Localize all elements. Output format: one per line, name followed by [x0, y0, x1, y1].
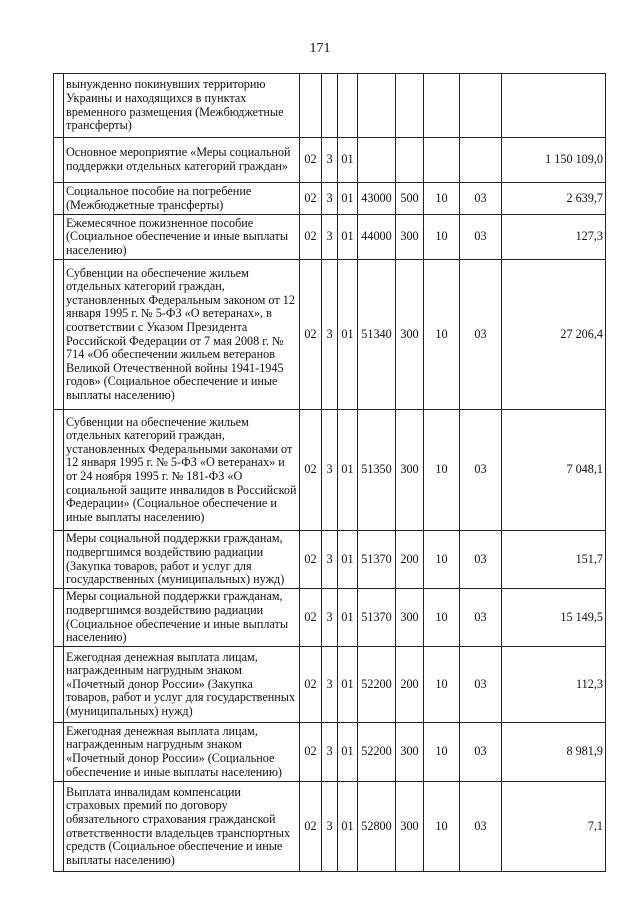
- code-cell: 300: [396, 215, 424, 260]
- code-cell: 03: [460, 589, 502, 647]
- code-cell: 3: [322, 138, 338, 183]
- table-row: [54, 782, 606, 872]
- code-cell: 44000: [358, 215, 396, 260]
- code-cell: 300: [396, 723, 424, 782]
- amount-cell: 112,3: [502, 647, 606, 723]
- code-cell: 03: [460, 183, 502, 215]
- amount-cell: 7 048,1: [502, 410, 606, 531]
- code-cell: 01: [338, 260, 358, 410]
- code-cell: [358, 138, 396, 183]
- code-cell: [396, 138, 424, 183]
- code-cell: 01: [338, 531, 358, 589]
- blank-cell: [54, 74, 64, 138]
- item-name: Ежемесячное пожизненное пособие (Социальное обеспечение и иные выплаты населению): [64, 215, 300, 260]
- code-cell: 01: [338, 589, 358, 647]
- blank-cell: [54, 410, 64, 531]
- table-row: [54, 74, 606, 138]
- blank-cell: [54, 260, 64, 410]
- blank-cell: [54, 589, 64, 647]
- item-name: Основное мероприятие «Меры социальной поддержки отдельных категорий граждан»: [64, 138, 300, 183]
- code-cell: 52200: [358, 723, 396, 782]
- code-cell: [322, 74, 338, 138]
- code-cell: 02: [300, 782, 322, 872]
- code-cell: 03: [460, 215, 502, 260]
- code-cell: 03: [460, 723, 502, 782]
- code-cell: 02: [300, 589, 322, 647]
- code-cell: 02: [300, 410, 322, 531]
- blank-cell: [54, 215, 64, 260]
- blank-cell: [54, 723, 64, 782]
- item-name: Социальное пособие на погребение (Межбюджетные трансферты): [64, 183, 300, 215]
- code-cell: 10: [424, 410, 460, 531]
- code-cell: [460, 138, 502, 183]
- code-cell: 01: [338, 410, 358, 531]
- code-cell: 10: [424, 215, 460, 260]
- amount-cell: 151,7: [502, 531, 606, 589]
- item-name: Ежегодная денежная выплата лицам, награжденным нагрудным знаком «Почетный донор России» (Закупка товаров, работ и услуг для государственных (муниципальных) нужд): [64, 647, 300, 723]
- code-cell: 01: [338, 647, 358, 723]
- code-cell: 43000: [358, 183, 396, 215]
- code-cell: 01: [338, 782, 358, 872]
- item-name: Ежегодная денежная выплата лицам, награжденным нагрудным знаком «Почетный донор России» (Социальное обеспечение и иные выплаты населению): [64, 723, 300, 782]
- code-cell: [424, 138, 460, 183]
- code-cell: 10: [424, 589, 460, 647]
- amount-cell: 2 639,7: [502, 183, 606, 215]
- code-cell: 10: [424, 782, 460, 872]
- amount-cell: [502, 74, 606, 138]
- table-row: [54, 260, 606, 410]
- code-cell: 52200: [358, 647, 396, 723]
- code-cell: [358, 74, 396, 138]
- table-row: [54, 723, 606, 782]
- code-cell: 02: [300, 215, 322, 260]
- amount-cell: 127,3: [502, 215, 606, 260]
- blank-cell: [54, 183, 64, 215]
- code-cell: 200: [396, 531, 424, 589]
- code-cell: 10: [424, 647, 460, 723]
- blank-cell: [54, 782, 64, 872]
- code-cell: 03: [460, 410, 502, 531]
- code-cell: 3: [322, 531, 338, 589]
- budget-table: [53, 73, 606, 872]
- table-row: [54, 138, 606, 183]
- code-cell: 3: [322, 647, 338, 723]
- code-cell: 03: [460, 647, 502, 723]
- code-cell: 03: [460, 782, 502, 872]
- code-cell: 03: [460, 260, 502, 410]
- code-cell: 51370: [358, 531, 396, 589]
- item-name: Меры социальной поддержки гражданам, подвергшимся воздействию радиации (Закупка товаров, работ и услуг для государственных (муниципальных) нужд): [64, 531, 300, 589]
- code-cell: 01: [338, 183, 358, 215]
- amount-cell: 8 981,9: [502, 723, 606, 782]
- code-cell: 02: [300, 138, 322, 183]
- code-cell: [300, 74, 322, 138]
- table-row: [54, 589, 606, 647]
- item-name: вынужденно покинувших территорию Украины и находящихся в пунктах временного размещения (Межбюджетные трансферты): [64, 74, 300, 138]
- code-cell: 500: [396, 183, 424, 215]
- code-cell: 02: [300, 723, 322, 782]
- code-cell: 51350: [358, 410, 396, 531]
- code-cell: 02: [300, 260, 322, 410]
- amount-cell: 15 149,5: [502, 589, 606, 647]
- page-number: 171: [309, 41, 331, 56]
- code-cell: 02: [300, 531, 322, 589]
- code-cell: 03: [460, 531, 502, 589]
- code-cell: 51370: [358, 589, 396, 647]
- code-cell: 52800: [358, 782, 396, 872]
- code-cell: 300: [396, 410, 424, 531]
- code-cell: 300: [396, 782, 424, 872]
- code-cell: 3: [322, 782, 338, 872]
- code-cell: 3: [322, 589, 338, 647]
- code-cell: 300: [396, 589, 424, 647]
- table-row: [54, 215, 606, 260]
- code-cell: 02: [300, 183, 322, 215]
- code-cell: 10: [424, 723, 460, 782]
- code-cell: 10: [424, 260, 460, 410]
- code-cell: [338, 74, 358, 138]
- code-cell: 10: [424, 531, 460, 589]
- code-cell: 01: [338, 215, 358, 260]
- item-name: Субвенции на обеспечение жильем отдельных категорий граждан, установленных Федеральным законом от 12 января 1995 г. № 5-ФЗ «О ветеранах», в соответствии с Указом Президента Российской Федерации от 7 мая 2008 г. № 714 «Об обеспечении жильем ветеранов Великой Отечественной войны 1941-1945 годов» (Социальное обеспечение и иные выплаты населению): [64, 260, 300, 410]
- amount-cell: 27 206,4: [502, 260, 606, 410]
- amount-cell: 1 150 109,0: [502, 138, 606, 183]
- code-cell: [424, 74, 460, 138]
- code-cell: 3: [322, 723, 338, 782]
- blank-cell: [54, 138, 64, 183]
- code-cell: 3: [322, 260, 338, 410]
- code-cell: 200: [396, 647, 424, 723]
- blank-cell: [54, 531, 64, 589]
- code-cell: 02: [300, 647, 322, 723]
- table-row: [54, 410, 606, 531]
- item-name: Выплата инвалидам компенсации страховых премий по договору обязательного страхования гражданской ответственности владельцев транспортных средств (Социальное обеспечение и иные выплаты населению): [64, 782, 300, 872]
- code-cell: [460, 74, 502, 138]
- code-cell: [396, 74, 424, 138]
- code-cell: 51340: [358, 260, 396, 410]
- code-cell: 01: [338, 138, 358, 183]
- table-row: [54, 647, 606, 723]
- amount-cell: 7,1: [502, 782, 606, 872]
- blank-cell: [54, 647, 64, 723]
- code-cell: 300: [396, 260, 424, 410]
- code-cell: 3: [322, 183, 338, 215]
- item-name: Меры социальной поддержки гражданам, подвергшимся воздействию радиации (Социальное обеспечение и иные выплаты населению): [64, 589, 300, 647]
- code-cell: 3: [322, 215, 338, 260]
- item-name: Субвенции на обеспечение жильем отдельных категорий граждан, установленных Федеральными законами от 12 января 1995 г. № 5-ФЗ «О ветеранах» и от 24 ноября 1995 г. № 181-ФЗ «О социальной защите инвалидов в Российской Федерации» (Социальное обеспечение и иные выплаты населению): [64, 410, 300, 531]
- table-row: [54, 531, 606, 589]
- code-cell: 01: [338, 723, 358, 782]
- table-row: [54, 183, 606, 215]
- code-cell: 3: [322, 410, 338, 531]
- code-cell: 10: [424, 183, 460, 215]
